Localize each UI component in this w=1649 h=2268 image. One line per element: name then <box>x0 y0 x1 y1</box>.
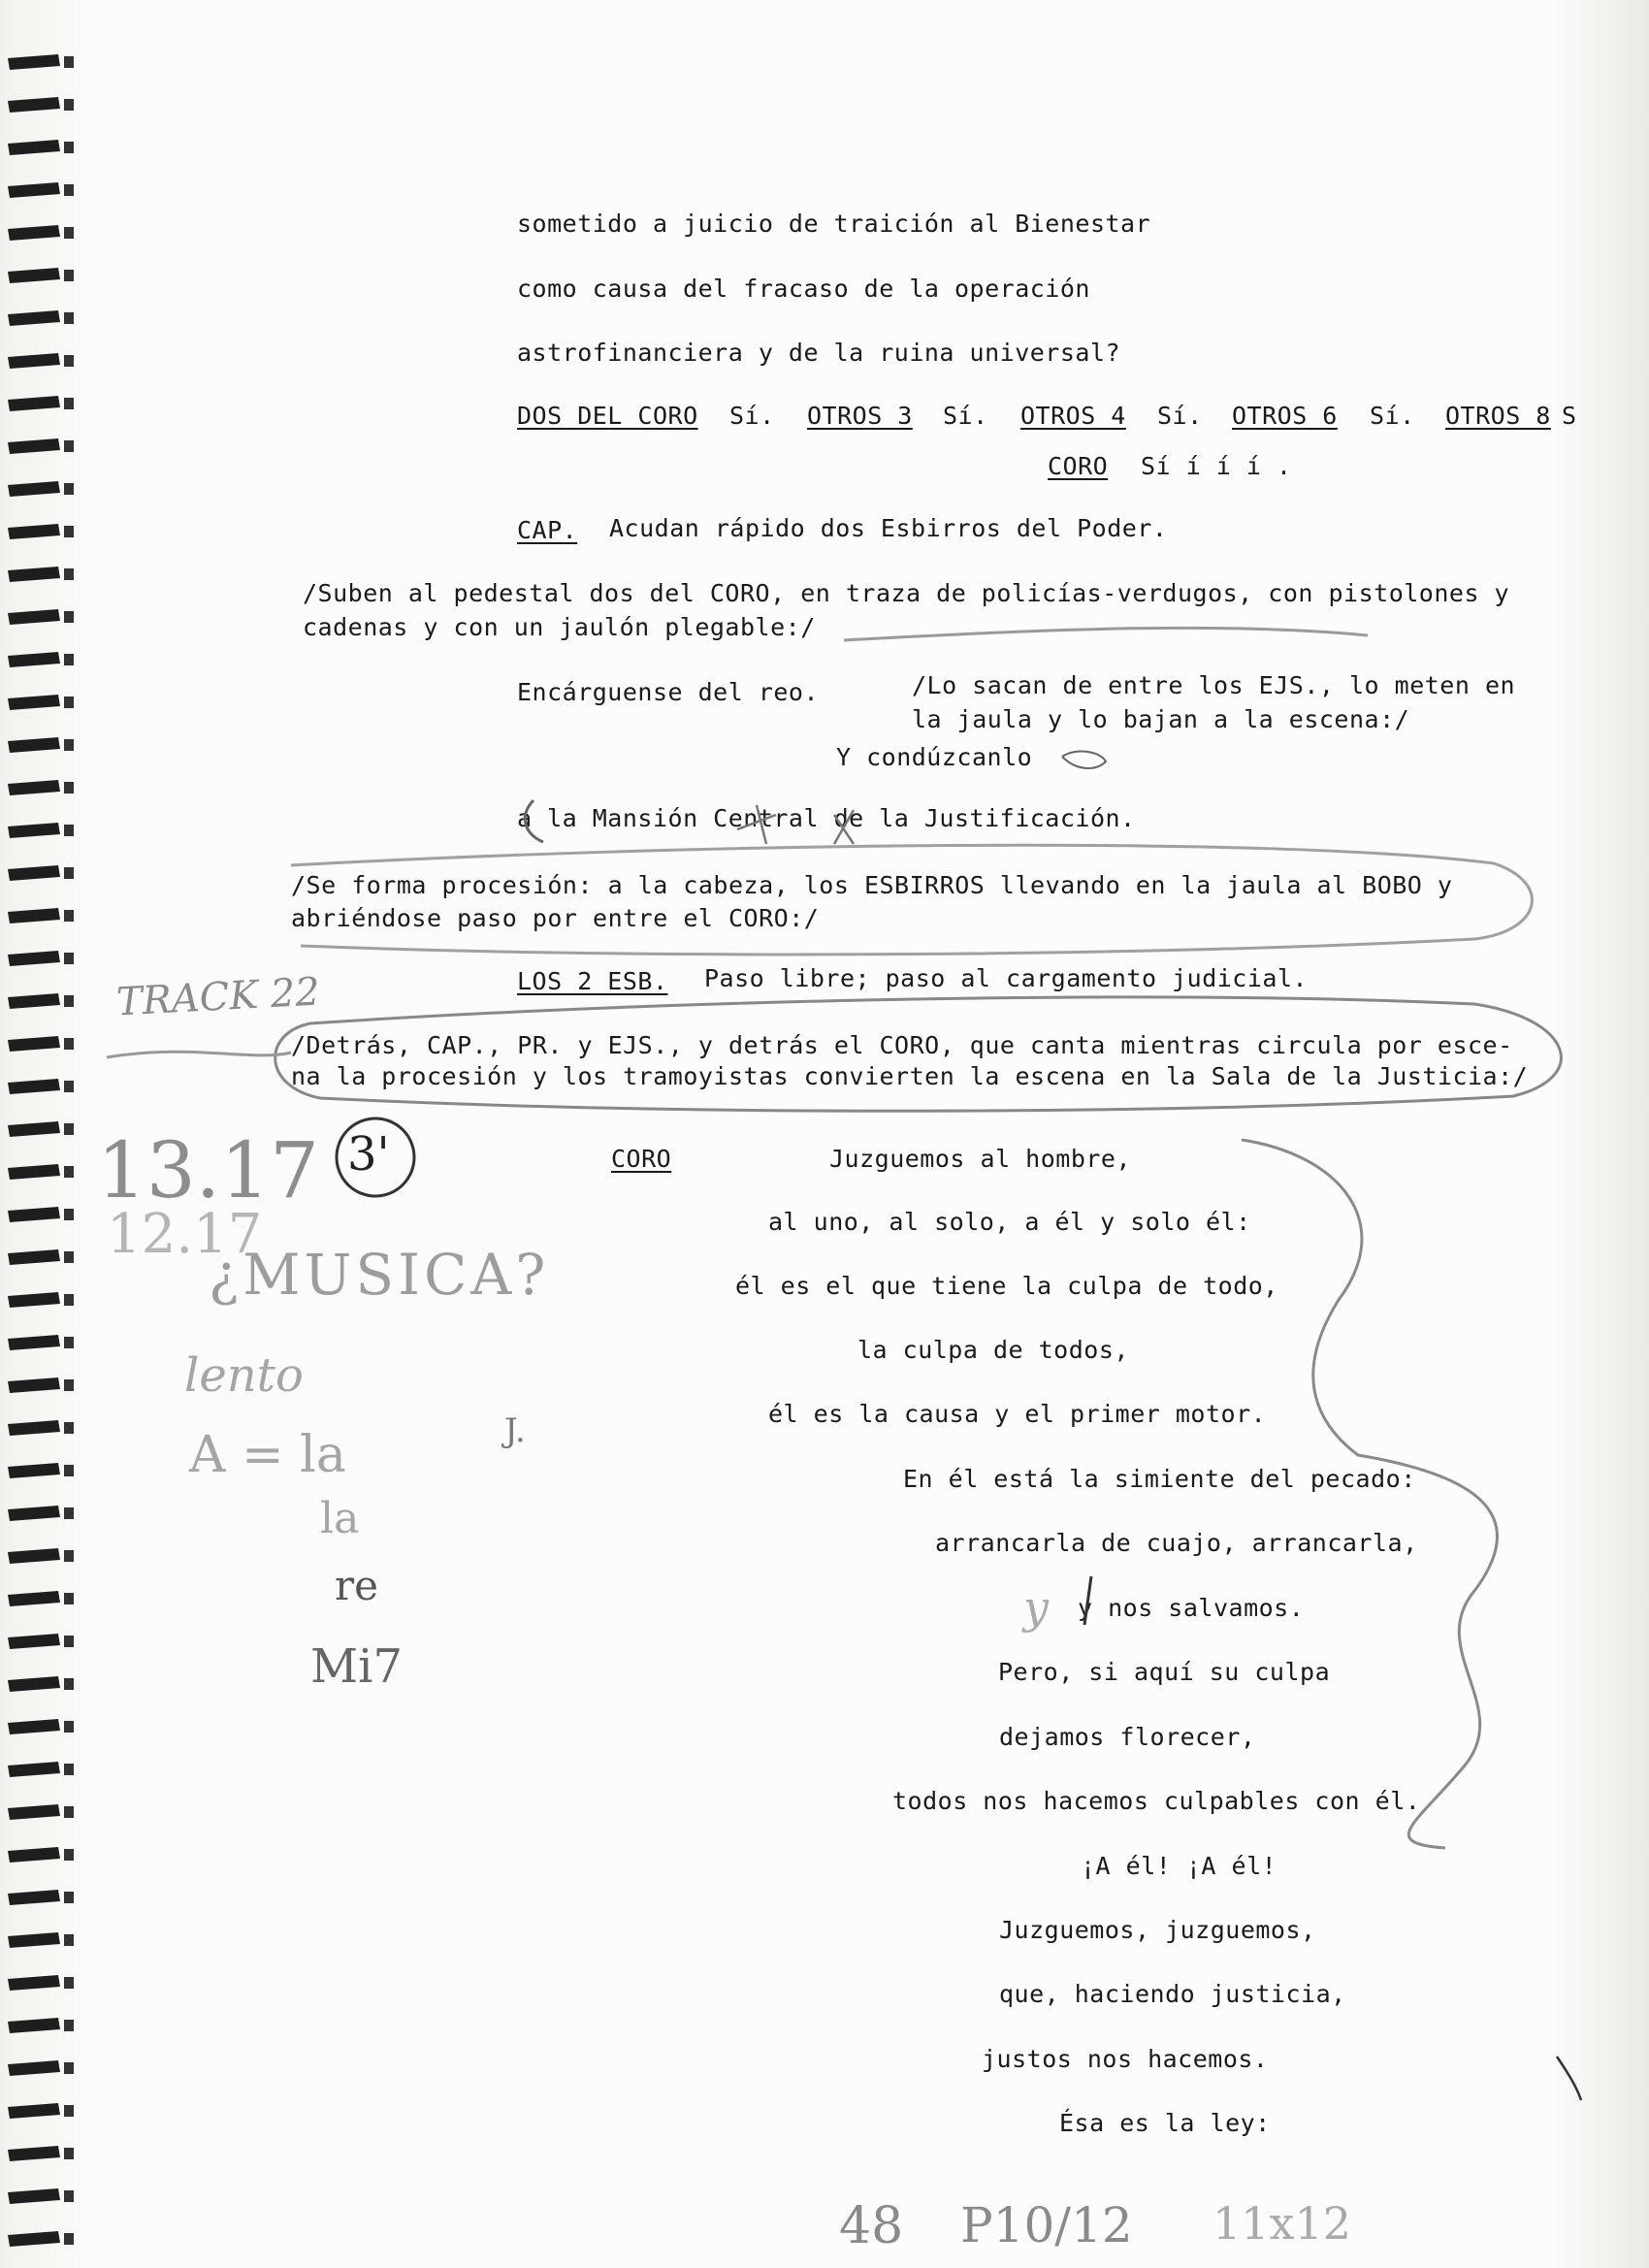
spiral-hole <box>64 654 74 665</box>
handwritten-re: re <box>335 1562 378 1609</box>
spiral-ring <box>8 865 60 881</box>
spiral-ring <box>8 1420 60 1436</box>
spiral-hole <box>64 1123 74 1135</box>
spiral-ring <box>8 652 60 667</box>
spiral-ring <box>8 1335 60 1350</box>
spiral-hole <box>64 270 74 281</box>
spiral-hole <box>64 825 74 836</box>
speaker-coro-1: CORO <box>1048 452 1109 480</box>
spiral-ring <box>8 1079 60 1094</box>
song-line: que, haciendo justicia, <box>999 1980 1346 2008</box>
spiral-ring <box>8 225 60 241</box>
stage-direction-2b: la jaula y lo bajan a la escena:/ <box>912 705 1410 733</box>
spiral-hole <box>64 526 74 537</box>
spiral-hole <box>64 953 74 964</box>
spiral-ring <box>8 1676 60 1692</box>
spiral-hole <box>64 782 74 794</box>
spiral-hole <box>64 910 74 922</box>
speaker-otros-6: OTROS 6 <box>1232 402 1338 430</box>
spiral-ring <box>8 1975 60 1991</box>
spiral-ring <box>8 97 60 113</box>
spiral-ring <box>8 268 60 283</box>
spiral-hole <box>64 568 74 580</box>
song-line: él es el que tiene la culpa de todo, <box>735 1272 1278 1300</box>
stage-direction-3a: /Se forma procesión: a la cabeza, los ESBIRROS llevando en la jaula al BOBO y <box>291 871 1453 899</box>
stage-direction-1a: /Suben al pedestal dos del CORO, en traza de policías-verdugos, con pistolones y <box>303 579 1510 607</box>
handwritten-page-ref: P10/12 <box>960 2197 1133 2253</box>
spiral-hole <box>64 1294 74 1306</box>
spiral-ring <box>8 567 60 582</box>
spiral-ring <box>8 1847 60 1863</box>
spiral-hole <box>64 697 74 708</box>
song-line: En él está la simiente del pecado: <box>903 1465 1416 1493</box>
spiral-hole <box>64 2148 74 2159</box>
handwritten-page-ref-2: 11x12 <box>1212 2197 1352 2250</box>
stage-direction-4a: /Detrás, CAP., PR. y EJS., y detrás el CORO, que canta mientras circula por esce- <box>291 1031 1513 1059</box>
handwritten-anda: A = la <box>189 1426 346 1484</box>
reply-si-1: Sí. <box>729 402 775 430</box>
text-line-2: como causa del fracaso de la operación <box>517 275 1090 303</box>
spiral-ring <box>8 1591 60 1606</box>
spiral-hole <box>64 355 74 367</box>
spiral-ring <box>8 140 60 155</box>
spiral-ring <box>8 2060 60 2076</box>
speaker-dos-del-coro: DOS DEL CORO <box>517 402 698 430</box>
spiral-ring <box>8 2018 60 2033</box>
spiral-ring <box>8 2188 60 2204</box>
spiral-ring <box>8 1548 60 1564</box>
song-line: y nos salvamos. <box>1078 1594 1305 1622</box>
spiral-ring <box>8 353 60 369</box>
spiral-hole <box>64 2062 74 2074</box>
text-line-1: sometido a juicio de traición al Bienestar <box>517 210 1151 238</box>
reply-si-5: S <box>1562 402 1577 430</box>
spiral-ring <box>8 54 60 70</box>
spiral-ring <box>8 1932 60 1948</box>
speaker-otros-3: OTROS 3 <box>807 402 913 430</box>
spiral-hole <box>64 1251 74 1263</box>
spiral-hole <box>64 995 74 1007</box>
handwritten-y: y <box>1023 1581 1049 1634</box>
cap-line: Acudan rápido dos Esbirros del Poder. <box>609 514 1168 542</box>
song-line: él es la causa y el primer motor. <box>768 1400 1267 1428</box>
spiral-ring <box>8 993 60 1009</box>
spiral-ring <box>8 780 60 795</box>
spiral-binding <box>0 0 87 2268</box>
speaker-otros-8: OTROS 8 <box>1445 402 1551 430</box>
spiral-hole <box>64 739 74 751</box>
stage-direction-2a: /Lo sacan de entre los EJS., lo meten en <box>912 671 1516 699</box>
spiral-ring <box>8 1249 60 1265</box>
spiral-hole <box>64 1422 74 1434</box>
song-line: Ésa es la ley: <box>1059 2109 1271 2137</box>
handwritten-lento: lento <box>184 1348 304 1403</box>
handwritten-time-a: 13.17 <box>97 1125 320 1215</box>
spiral-ring <box>8 1164 60 1180</box>
speaker-coro-2: CORO <box>611 1145 672 1173</box>
song-line: Juzguemos al hombre, <box>829 1145 1132 1173</box>
stage-direction-4b: na la procesión y los tramoyistas convierten la escena en la Sala de la Justicia:/ <box>291 1062 1529 1090</box>
spiral-ring <box>8 1207 60 1222</box>
spiral-ring <box>8 908 60 923</box>
spiral-hole <box>64 99 74 111</box>
spiral-ring <box>8 823 60 838</box>
spiral-hole <box>64 2233 74 2245</box>
spiral-ring <box>8 481 60 497</box>
spiral-ring <box>8 2231 60 2247</box>
handwritten-musica: ¿MUSICA? <box>209 1242 550 1308</box>
reply-coro-si: Sí í í í . <box>1141 452 1292 480</box>
spiral-ring <box>8 951 60 966</box>
song-line: arrancarla de cuajo, arrancarla, <box>935 1529 1418 1557</box>
spiral-hole <box>64 2105 74 2117</box>
spiral-hole <box>64 1209 74 1220</box>
spiral-hole <box>64 398 74 409</box>
spiral-hole <box>64 1337 74 1348</box>
spiral-ring <box>8 2146 60 2161</box>
spiral-hole <box>64 2020 74 2031</box>
spiral-hole <box>64 611 74 623</box>
spiral-hole <box>64 1379 74 1391</box>
reply-si-3: Sí. <box>1157 402 1203 430</box>
spiral-hole <box>64 227 74 239</box>
handwritten-la: la <box>320 1494 360 1543</box>
spiral-hole <box>64 1849 74 1861</box>
song-line: Juzguemos, juzguemos, <box>999 1916 1316 1944</box>
encarguense-line: Encárguense del reo. <box>517 678 820 706</box>
spiral-hole <box>64 1507 74 1519</box>
handwritten-track: TRACK 22 <box>114 969 321 1025</box>
spiral-ring <box>8 524 60 539</box>
spiral-hole <box>64 867 74 879</box>
song-line: todos nos hacemos culpables con él. <box>892 1787 1421 1815</box>
conduzcanlo-line: Y condúzcanlo <box>836 743 1033 771</box>
spiral-ring <box>8 1804 60 1820</box>
spiral-ring <box>8 2103 60 2119</box>
speaker-cap: CAP. <box>517 516 578 544</box>
spiral-hole <box>64 1166 74 1178</box>
stage-direction-3b: abriéndose paso por entre el CORO:/ <box>291 904 820 932</box>
song-line: al uno, al solo, a él y solo él: <box>768 1208 1251 1236</box>
spiral-hole <box>64 2190 74 2202</box>
spiral-ring <box>8 438 60 454</box>
stage-direction-1b: cadenas y con un jaulón plegable:/ <box>303 613 816 641</box>
spiral-ring <box>8 1762 60 1777</box>
spiral-ring <box>8 1121 60 1137</box>
spiral-ring <box>8 1036 60 1052</box>
spiral-ring <box>8 1463 60 1478</box>
spiral-hole <box>64 1806 74 1818</box>
spiral-ring <box>8 1890 60 1905</box>
spiral-hole <box>64 440 74 452</box>
spiral-hole <box>64 1636 74 1647</box>
spiral-ring <box>8 182 60 198</box>
handwritten-mi7: Mi7 <box>310 1639 404 1694</box>
spiral-hole <box>64 1038 74 1050</box>
spiral-hole <box>64 142 74 153</box>
spiral-ring <box>8 1292 60 1308</box>
spiral-hole <box>64 1678 74 1690</box>
spiral-ring <box>8 310 60 326</box>
spiral-ring <box>8 1377 60 1393</box>
spiral-hole <box>64 1721 74 1733</box>
speaker-los-2-esb: LOS 2 ESB. <box>517 967 668 995</box>
speaker-otros-4: OTROS 4 <box>1020 402 1126 430</box>
los-2-esb-line: Paso libre; paso al cargamento judicial. <box>704 964 1309 992</box>
spiral-hole <box>64 1764 74 1775</box>
handwritten-page-number: 48 <box>839 2197 904 2255</box>
spiral-hole <box>64 483 74 495</box>
spiral-ring <box>8 1719 60 1734</box>
reply-si-2: Sí. <box>943 402 988 430</box>
spiral-ring <box>8 609 60 625</box>
spiral-hole <box>64 1892 74 1903</box>
spiral-hole <box>64 1081 74 1092</box>
spiral-ring <box>8 1506 60 1521</box>
spiral-hole <box>64 1934 74 1946</box>
spiral-hole <box>64 184 74 196</box>
spiral-hole <box>64 56 74 68</box>
spiral-hole <box>64 1977 74 1989</box>
spiral-ring <box>8 396 60 411</box>
text-line-3: astrofinanciera y de la ruina universal? <box>517 339 1121 367</box>
song-line: justos nos hacemos. <box>982 2045 1269 2073</box>
reply-si-4: Sí. <box>1370 402 1415 430</box>
spiral-ring <box>8 737 60 753</box>
spiral-ring <box>8 1634 60 1649</box>
spiral-hole <box>64 312 74 324</box>
handwritten-time-b: 12.17 <box>107 1203 263 1266</box>
song-line: dejamos florecer, <box>999 1723 1256 1751</box>
spiral-hole <box>64 1593 74 1604</box>
spiral-hole <box>64 1465 74 1476</box>
handwritten-circled-time: 3' <box>347 1127 390 1182</box>
mansion-line: a la Mansión Central de la Justificación. <box>517 804 1136 832</box>
song-line: ¡A él! ¡A él! <box>1081 1852 1277 1880</box>
song-line: la culpa de todos, <box>857 1336 1129 1364</box>
spiral-hole <box>64 1550 74 1562</box>
handwritten-j: J. <box>504 1411 526 1450</box>
spiral-ring <box>8 695 60 710</box>
song-line: Pero, si aquí su culpa <box>998 1658 1331 1686</box>
